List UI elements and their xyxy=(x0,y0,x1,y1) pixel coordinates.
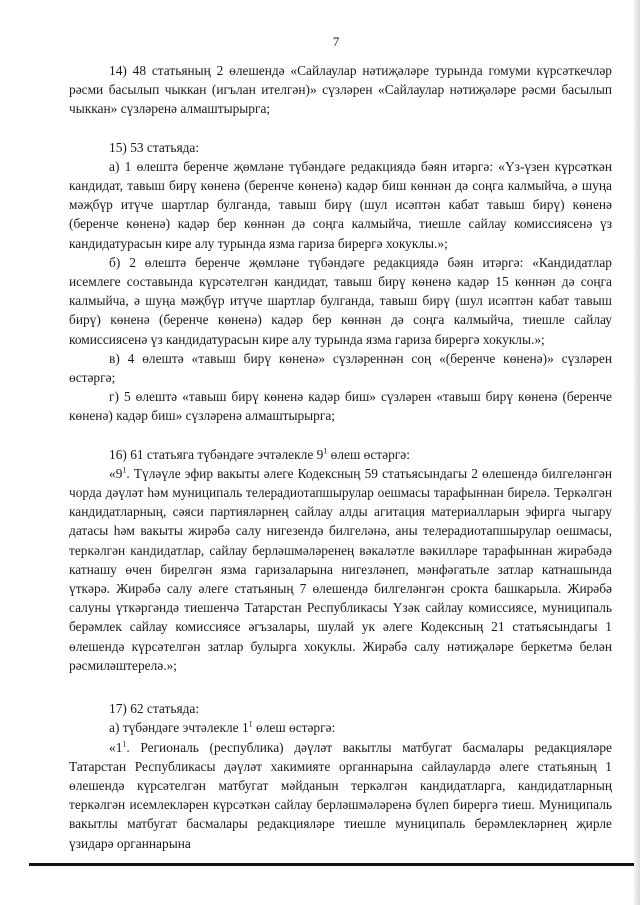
paragraph-item-15v: в) 4 өлештә «тавыш бирү көненә» сүзләреннән соң «(беренче көненә)» сүзләрен өстәргә; xyxy=(69,350,612,386)
superscript: 1 xyxy=(122,465,127,475)
paragraph-text: «9 xyxy=(109,465,123,481)
paragraph-item-16-text xyxy=(69,464,612,675)
paragraph-text: 16) 61 статьяга түбәндәге эчтәлекле 9 xyxy=(109,446,324,462)
superscript: 1 xyxy=(248,719,253,729)
paragraph-text: а) түбәндәге эчтәлекле 1 xyxy=(109,720,249,736)
paragraph-text: «1 xyxy=(109,739,123,755)
paragraph-item-15a: а) 1 өлештә беренче җөмләне түбәндәге редакциядә бәян итәргә: «Үз-үзен күрсәткән кандидат, тавыш бирү көненә (беренче көненә) кадәр биш көннән дә соңга калмыйча, ә шуңа мәҗбүр итүче шартлар булганда, тавыш бирү (шул исәптән кабат тавыш бирү) көненә (беренче көненә) кадәр бер көннән дә соңга калмыйча, тиешле сайлау комиссиясенә үз кандидатурасын кире алу турында язма гариза бирергә хокуклы.»; xyxy=(69,158,612,251)
paragraph-item-15g: г) 5 өлештә «тавыш бирү көненә кадәр биш» сүзләрен «тавыш бирү көненә (беренче көненә) кадәр биш» сүзләренә алмаштырырга; xyxy=(69,389,612,424)
paragraph-item-17a xyxy=(69,718,612,737)
superscript: 1 xyxy=(323,446,328,456)
paragraph-item-15b: б) 2 өлештә беренче җөмләне түбәндәге редакциядә бәян итәргә: «Кандидатлар исемлеге составында күрсәтелгән кандидат, тавыш бирү көненә кадәр 15 көннән дә соңга калмыйча, ә шуңа мәҗбүр итүче шартлар булганда, тавыш бирү (шул исәптән кабат тавыш бирү) көненә (беренче көненә) кадәр бер көннән дә соңга калмыйча, тиешле сайлау комиссиясенә үз кандидатурасын кире алу турында язма гариза бирергә хокуклы.»; xyxy=(69,254,612,347)
paragraph-text: . Түләүле эфир вакыты әлеге Кодексның 59 статьясындагы 2 өлешендә билгеләнгән чорда дәүләт һәм муниципаль телерадиотапшырулар оешмасы тарафыннан бирелә. Теркәлгән кандидатларның, сәяси партияләрнең сайлау алды агитация материалларын эфирга чыгару датасы һәм вакыты жирәбә салу нигезендә билгеләнә, аны телерадиотапшырулар оешмасы, теркәлгән кандидатлар, сайлау берләшмәләренең вәкаләтле вәкилләре тарафыннан жирәбәдә катнашу өчен бирелгән язма гаризаларына нигезләнеп, мәнфәгатьле затлар катнашында үткәрә. Жирәбә салу әлеге статьяның 7 өлешендә билгеләнгән срокта башкарыла. Жирәбә салуны үткәргәндә тиешенчә Татарстан Республикасы Үзәк сайлау комиссиясе, муниципаль берәмлек сайлау комиссиясе әгъзалары, шулай ук әлеге Кодексның 21 статьясындагы 1 өлешендә күрсәтелгән затлар булырга хокуклы. Жирәбә салу нәтиҗәләре беркетмә белән рәсмиләштерелә.»; xyxy=(69,465,612,673)
page-number: 7 xyxy=(332,34,340,49)
paragraph-item-17a-text xyxy=(69,738,612,853)
paragraph-item-14: 14) 48 статьяның 2 өлешендә «Сайлаулар нәтиҗәләре турында гомуми күрсәткечләр рәсми басылып чыккан (игълан ителгән)» сүзләрен «Сайлаулар нәтиҗәләре рәсми басылып чыккан» сүзләренә алмаштырырга; xyxy=(69,63,612,117)
paragraph-item-16 xyxy=(69,445,612,464)
paragraph-text: өлеш өстәргә: xyxy=(327,446,410,462)
paragraph-text: өлеш өстәргә: xyxy=(252,720,336,736)
document-body xyxy=(69,61,612,853)
paragraph-item-17: 17) 62 статьяда: xyxy=(109,701,200,717)
scan-edge-shadow xyxy=(634,0,640,905)
paragraph-item-15: 15) 53 статьяда: xyxy=(109,139,200,155)
superscript: 1 xyxy=(122,739,127,749)
paragraph-text: . Региональ (республика) дәүләт вакытлы матбугат басмалары редакцияләре Татарстан Республикасы дәүләт хакимияте органнарына сайлаулардә әлеге статьяның 1 өлешендә күрсәтелгән матбугат мәйданын теркәлгән кандидатларга, кандидатларның теркәлгән исемлекләрен күрсәткән сайлау берләшмәләренә бүлеп бирергә тиеш. Муниципаль вакытлы матбугат басмалары редакцияләре тиешле муниципаль берәмлекләрнең җирле үзидарә органнарына xyxy=(69,739,612,851)
scan-border-line xyxy=(29,863,640,866)
